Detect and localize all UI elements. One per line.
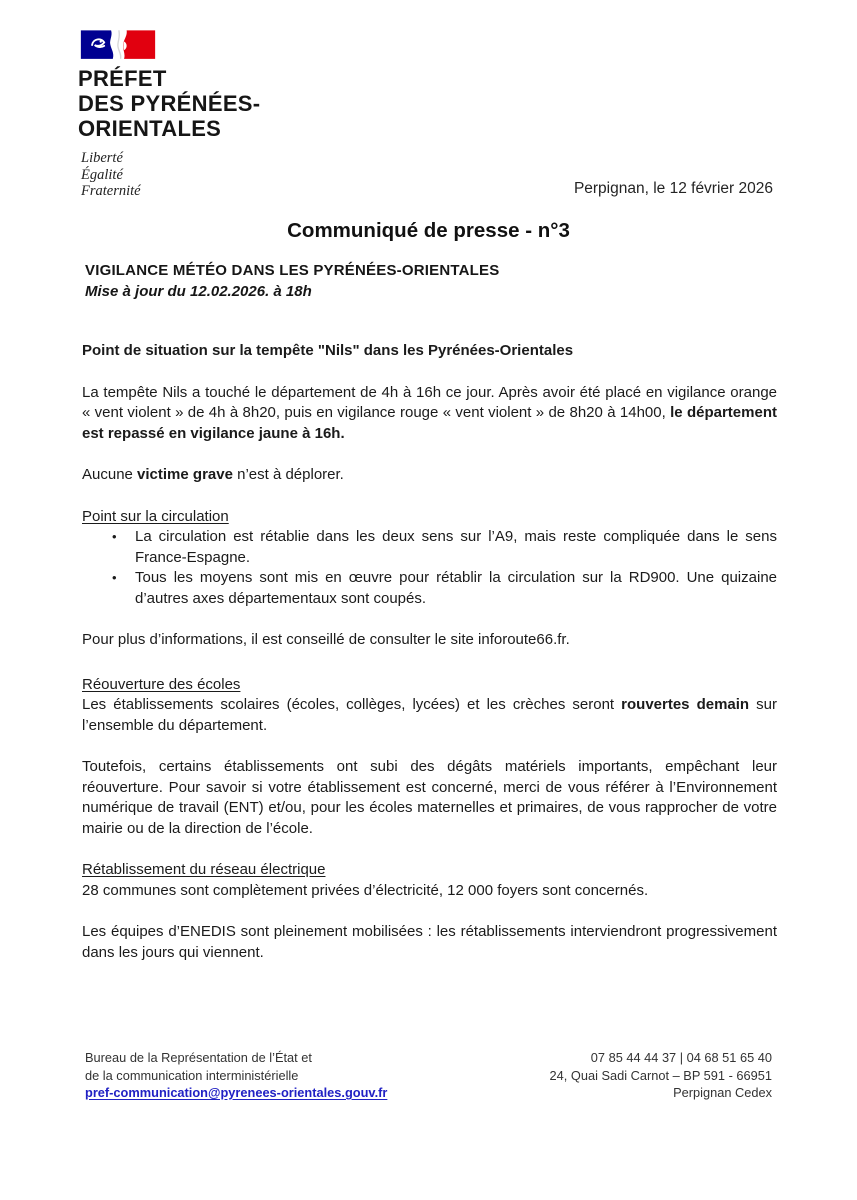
bullet-text-rd900: Tous les moyens sont mis en œuvre pour rétablir la circulation sur la RD900. Une quizaine d’autres axes départementaux sont coupés.	[135, 569, 777, 607]
list-item	[82, 568, 777, 609]
footer-city: Perpignan Cedex	[673, 1085, 772, 1100]
republic-motto	[81, 150, 260, 200]
schools-pre: Les établissements scolaires (écoles, collèges, lycées) et les crèches seront	[82, 696, 622, 713]
dateline: Perpignan, le 12 février 2026	[573, 180, 773, 197]
storm-summary-bold: le département est repassé en vigilance jaune à 16h.	[82, 404, 777, 442]
republic-logo-block	[78, 28, 260, 200]
storm-summary-paragraph	[82, 383, 777, 445]
bullet-text-a9: La circulation est rétablie dans les deux sens sur l’A9, mais reste compliquée dans le sens France-Espagne.	[135, 528, 777, 566]
storm-summary-text: La tempête Nils a touché le département de 4h à 16h ce jour. Après avoir été placé en vigilance orange « vent violent » de 4h à 8h20, puis en vigilance rouge « vent violent » de 8h20 à 14h00,	[82, 383, 777, 421]
victims-pre: Aucune	[82, 466, 138, 483]
prefecture-name-line2: DES PYRÉNÉES-	[78, 91, 261, 116]
schools-heading: Réouverture des écoles	[82, 675, 241, 693]
enedis-paragraph: Les équipes d’ENEDIS sont pleinement mobilisées : les rétablissements interviendront progressivement dans les jours qui viennent.	[82, 923, 777, 961]
subject-heading: VIGILANCE MÉTÉO DANS LES PYRÉNÉES-ORIENTALES	[85, 262, 500, 279]
motto-egalite: Égalité	[81, 166, 123, 183]
power-heading: Rétablissement du réseau électrique	[82, 861, 326, 878]
footer-bureau-line1: Bureau de la Représentation de l’État et	[85, 1050, 312, 1065]
power-outage-paragraph: 28 communes sont complètement privées d’électricité, 12 000 foyers sont concernés.	[82, 881, 649, 899]
page-title: Communiqué de presse - n°3	[287, 219, 570, 242]
bullet-icon: •	[112, 529, 117, 544]
footer-street-address: 24, Quai Sadi Carnot – BP 591 - 66951	[549, 1067, 772, 1083]
motto-fraternite: Fraternité	[81, 183, 141, 199]
footer-contact-block	[85, 1049, 387, 1102]
situation-heading: Point de situation sur la tempête "Nils" dans les Pyrénées-Orientales	[82, 342, 574, 359]
footer-phone-numbers: 07 85 44 44 37 | 04 68 51 65 40	[590, 1050, 772, 1065]
prefecture-name-line3: ORIENTALES	[78, 116, 222, 141]
info-website-paragraph: Pour plus d’informations, il est conseillé de consulter le site inforoute66.fr.	[82, 631, 570, 648]
french-republic-flag-icon	[78, 28, 260, 62]
update-timestamp: Mise à jour du 12.02.2026. à 18h	[85, 283, 312, 300]
circulation-heading: Point sur la circulation	[82, 507, 229, 525]
motto-liberte: Liberté	[81, 150, 123, 166]
document-body	[82, 341, 777, 963]
schools-damage-paragraph: Toutefois, certains établissements ont subi des dégâts matériels importants, empêchant leur réouverture. Pour savoir si votre établissement est concerné, merci de vous référer à l’Environnement numérique de travail (ENT) et/ou, pour les écoles maternelles et primaires, de vous rapprocher de votre mairie ou de la direction de l’école.	[82, 758, 777, 837]
press-contact-email-link[interactable]: pref-communication@pyrenees-orientales.gouv.fr	[85, 1085, 388, 1100]
victims-paragraph	[82, 465, 777, 486]
list-item	[82, 527, 777, 568]
footer-address-block	[550, 1049, 772, 1102]
victims-post: n’est à déplorer.	[232, 466, 344, 483]
prefecture-name	[78, 66, 260, 141]
footer-bureau-line2: de la communication interministérielle	[85, 1067, 299, 1083]
schools-post: sur l’ensemble du département.	[82, 696, 778, 734]
victims-bold: victime grave	[137, 466, 233, 483]
schools-paragraph	[82, 695, 777, 736]
circulation-bullet-list	[82, 527, 777, 609]
bullet-icon: •	[112, 570, 117, 585]
prefecture-name-line1: PRÉFET	[78, 66, 167, 91]
subject-block	[85, 261, 499, 302]
schools-bold: rouvertes demain	[621, 696, 750, 713]
